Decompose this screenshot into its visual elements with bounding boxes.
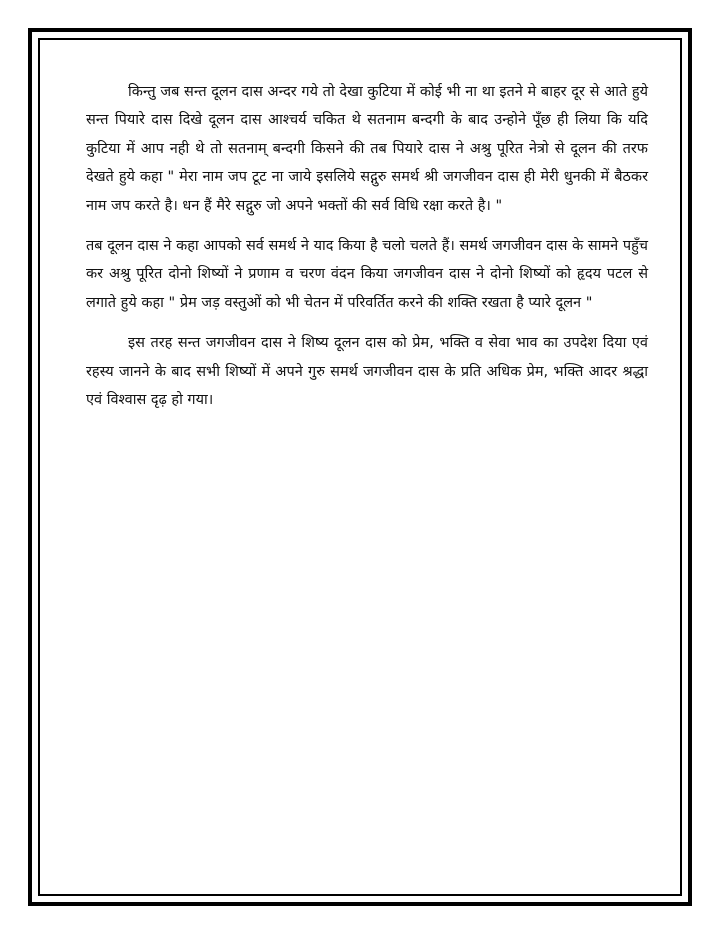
document-body (86, 78, 648, 426)
paragraph-1: किन्तु जब सन्त दूलन दास अन्दर गये तो देखा कुटिया में कोई भी ना था इतने मे बाहर दूर से आते हुये सन्त पियारे दास दिखे दूलन दास आश्चर्य चकित थे सतनाम बन्दगी के बाद उन्होने पूँछ ही लिया कि यदि कुटिया में आप नही थे तो सतनाम् बन्दगी किसने की तब पियारे दास ने अश्रु पूरित नेत्रो से दूलन की तरफ देखते हुये कहा " मेरा नाम जप टूट ना जाये इसलिये सद्गुरु समर्थ श्री जगजीवन दास ही मेरी धुनकी में बैठकर नाम जप करते है। धन हैं मैरे सद्गुरु जो अपने भक्तों की सर्व विधि रक्षा करते है। " (86, 84, 648, 214)
paragraph-2: तब दूलन दास ने कहा आपको सर्व समर्थ ने याद किया है चलो चलते हैं। समर्थ जगजीवन दास के सामने पहुँच कर अश्रु पूरित दोनो शिष्यों ने प्रणाम व चरण वंदन किया जगजीवन दास ने दोनो शिष्यों को हृदय पटल से लगाते हुये कहा " प्रेम जड़ वस्तुओं को भी चेतन में परिवर्तित करने की शक्ति रखता है प्यारे दूलन " (86, 238, 648, 311)
paragraph-3: इस तरह सन्त जगजीवन दास ने शिष्य दूलन दास को प्रेम, भक्ति व सेवा भाव का उपदेश दिया एवं रहस्य जानने के बाद सभी शिष्यों में अपने गुरु समर्थ जगजीवन दास के प्रति अधिक प्रेम, भक्ति आदर श्रद्धा एवं विश्वास दृढ़ हो गया। (86, 335, 648, 409)
